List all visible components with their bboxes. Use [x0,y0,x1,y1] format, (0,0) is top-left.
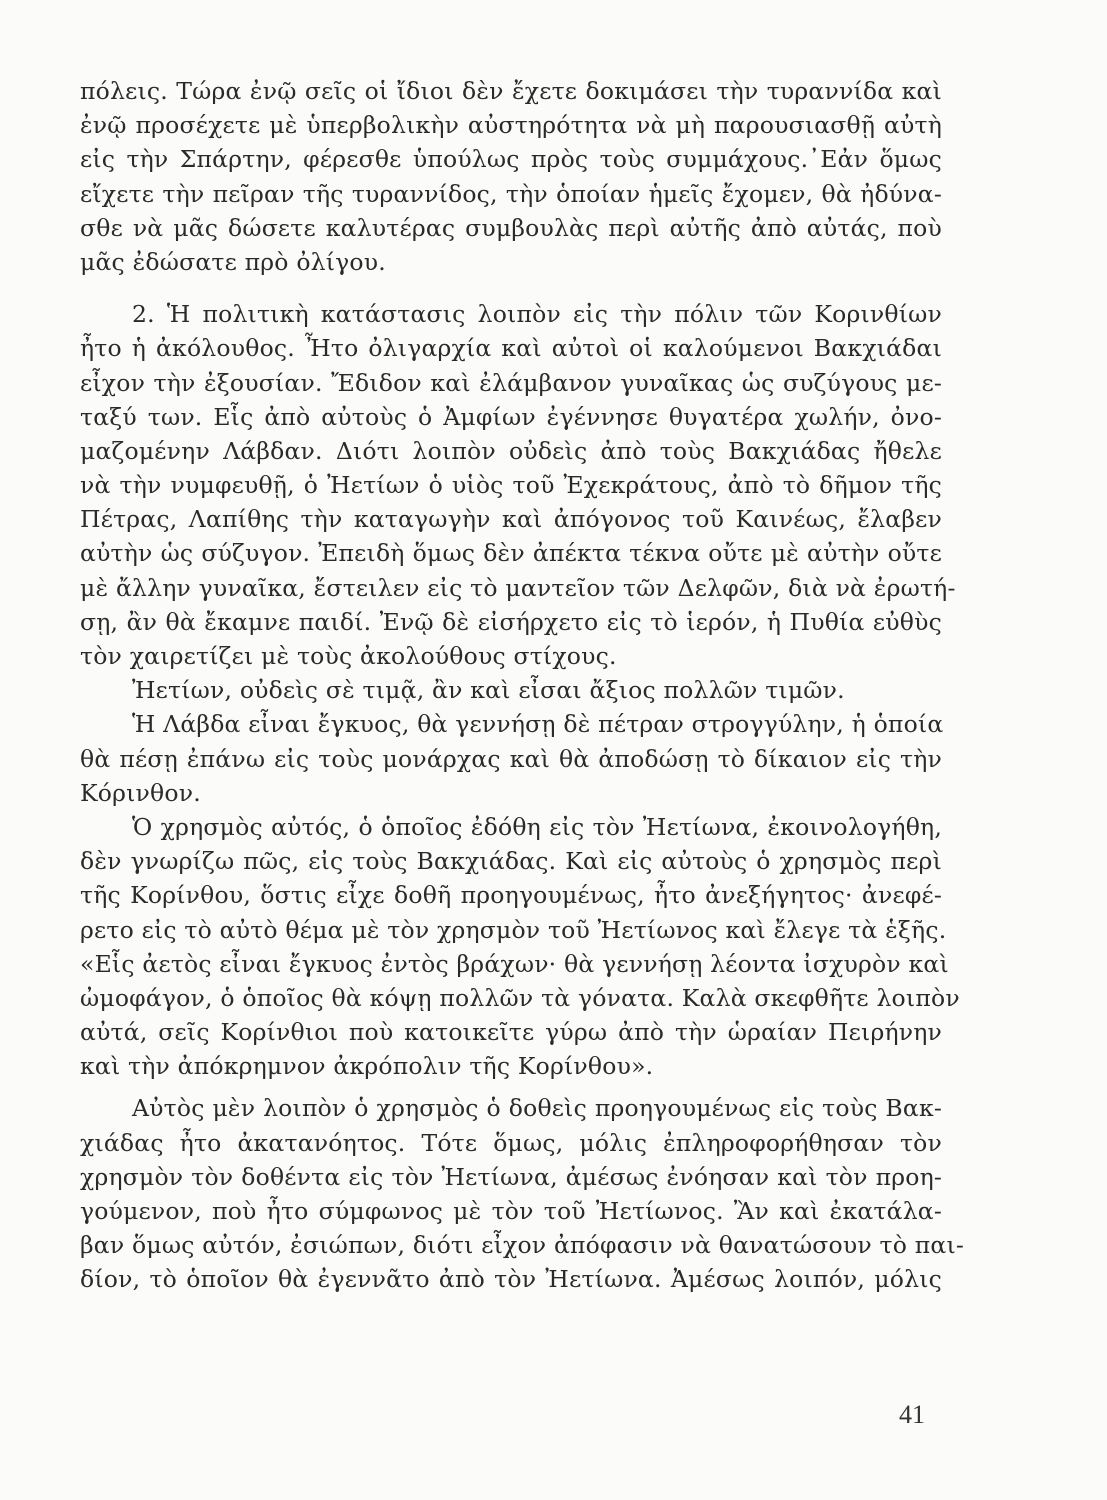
oracle-verse-line: Ἡ Λάβδα εἶναι ἔγκυος, θὰ γεννήσῃ δὲ πέτραν στρογγύλην, ἡ ὁποία [132,710,944,739]
text-line: ὠμοφάγον, ὁ ὁποῖος θὰ κόψῃ πολλῶν τὰ γόνατα. Καλὰ σκεφθῆτε λοιπὸν [80,983,960,1012]
text-line: χρησμὸν τὸν δοθέντα εἰς τὸν Ἠετίωνα, ἀμέσως ἐνόησαν καὶ τὸν προη- [80,1162,942,1191]
text-line: μαζομένην Λάβδαν. Διότι λοιπὸν οὐδεὶς ἀπὸ τοὺς Βακχιάδας ἤθελε [80,436,942,465]
text-line: εἶχον τὴν ἐξουσίαν. Ἔδιδον καὶ ἐλάμβανον γυναῖκας ὡς συζύγους με- [80,368,942,397]
text-line: χιάδας ἦτο ἀκατανόητος. Τότε ὅμως, μόλις ἐπληροφορήθησαν τὸν [80,1128,942,1157]
text-line: αὐτά, σεῖς Κορίνθιοι ποὺ κατοικεῖτε γύρω ἀπὸ τὴν ὡραίαν Πειρήνην [80,1018,942,1047]
text-line: «Εἷς ἀετὸς εἶναι ἔγκυος ἐντὸς βράχων· θὰ γεννήσῃ λέοντα ἰσχυρὸν καὶ [80,949,949,978]
text-line: σθε νὰ μᾶς δώσετε καλυτέρας συμβουλὰς περὶ αὐτῆς ἀπὸ αὐτάς, ποὺ [80,213,942,242]
oracle-verse-line: Κόρινθον. [80,778,201,807]
page-body [80,74,965,1297]
text-line: βαν ὅμως αὐτόν, ἐσιώπων, διότι εἶχον ἀπόφασιν νὰ θανατώσουν τὸ παι- [80,1231,965,1260]
text-line: τὸν χαιρετίζει μὲ τοὺς ἀκολούθους στίχους. [80,642,617,670]
text-line: καὶ τὴν ἀπόκρημνον ἀκρόπολιν τῆς Κορίνθου». [80,1052,654,1081]
section-heading-line: 2. Ἡ πολιτικὴ κατάστασις λοιπὸν εἰς τὴν πόλιν τῶν Κορινθίων [132,300,942,329]
text-line: δίον, τὸ ὁποῖον θὰ ἐγεννᾶτο ἀπὸ τὸν Ἠετίωνα. Ἀμέσως λοιπόν, μόλις [80,1265,942,1294]
text-line: δὲν γνωρίζω πῶς, εἰς τοὺς Βακχιάδας. Καὶ εἰς αὐτοὺς ὁ χρησμὸς περὶ [80,847,942,876]
text-line: Πέτρας, Λαπίθης τὴν καταγωγὴν καὶ ἀπόγονος τοῦ Καινέως, ἔλαβεν [80,505,942,534]
text-line: μᾶς ἐδώσατε πρὸ ὀλίγου. [80,247,386,276]
text-line: μὲ ἄλλην γυναῖκα, ἔστειλεν εἰς τὸ μαντεῖον τῶν Δελφῶν, διὰ νὰ ἐρωτή- [80,573,956,602]
oracle-verse-line: θὰ πέσῃ ἐπάνω εἰς τοὺς μονάρχας καὶ θὰ ἀποδώσῃ τὸ δίκαιον εἰς τὴν [80,744,942,773]
oracle-verse-line: Ἠετίων, οὐδεὶς σὲ τιμᾷ, ἂν καὶ εἶσαι ἄξιος πολλῶν τιμῶν. [132,676,845,705]
text-line: ρετο εἰς τὸ αὐτὸ θέμα μὲ τὸν χρησμὸν τοῦ Ἠετίωνος καὶ ἔλεγε τὰ ἑξῆς. [80,915,947,944]
text-line: σῃ, ἂν θὰ ἔκαμνε παιδί. Ἐνῷ δὲ εἰσήρχετο εἰς τὸ ἱερόν, ἡ Πυθία εὐθὺς [80,607,942,636]
text-line: ἦτο ἡ ἀκόλουθος. Ἦτο ὀλιγαρχία καὶ αὐτοὶ οἱ καλούμενοι Βακχιάδαι [80,334,942,363]
text-line: Ὁ χρησμὸς αὐτός, ὁ ὁποῖος ἐδόθη εἰς τὸν Ἠετίωνα, ἐκοινολογήθη, [132,812,942,841]
text-line: τῆς Κορίνθου, ὅστις εἶχε δοθῆ προηγουμένως, ἦτο ἀνεξήγητος· ἀνεφέ- [80,881,942,910]
text-line: αὐτὴν ὡς σύζυγον. Ἐπειδὴ ὅμως δὲν ἀπέκτα τέκνα οὔτε μὲ αὐτὴν οὔτε [80,539,942,568]
text-line: πόλεις. Τώρα ἐνῷ σεῖς οἱ ἴδιοι δὲν ἔχετε δοκιμάσει τὴν τυραννίδα καὶ [80,77,942,105]
text-line: νὰ τὴν νυμφευθῇ, ὁ Ἠετίων ὁ υἱὸς τοῦ Ἐχεκράτους, ἀπὸ τὸ δῆμον τῆς [80,471,942,500]
text-line: εἰς τὴν Σπάρτην, φέρεσθε ὑπούλως πρὸς τοὺς συμμάχους.᾽Εἀν ὅμως [80,145,942,174]
text-line: ταξύ των. Εἷς ἀπὸ αὐτοὺς ὁ Ἀμφίων ἐγέννησε θυγατέρα χωλήν, ὀνο- [80,402,942,431]
text-line: Αὐτὸς μὲν λοιπὸν ὁ χρησμὸς ὁ δοθεὶς προηγουμένως εἰς τοὺς Βακ- [132,1094,942,1123]
text-line: εἴχετε τὴν πεῖραν τῆς τυραννίδος, τὴν ὁποίαν ἡμεῖς ἔχομεν, θὰ ἠδύνα- [80,179,942,208]
page-number: 41 [899,1400,925,1429]
text-line: γούμενον, ποὺ ἦτο σύμφωνος μὲ τὸν τοῦ Ἠετίωνος. Ἂν καὶ ἐκατάλα- [80,1197,942,1225]
text-line: ἐνῷ προσέχετε μὲ ὑπερβολικὴν αὐστηρότητα νὰ μὴ παρουσιασθῇ αὐτὴ [80,111,942,140]
